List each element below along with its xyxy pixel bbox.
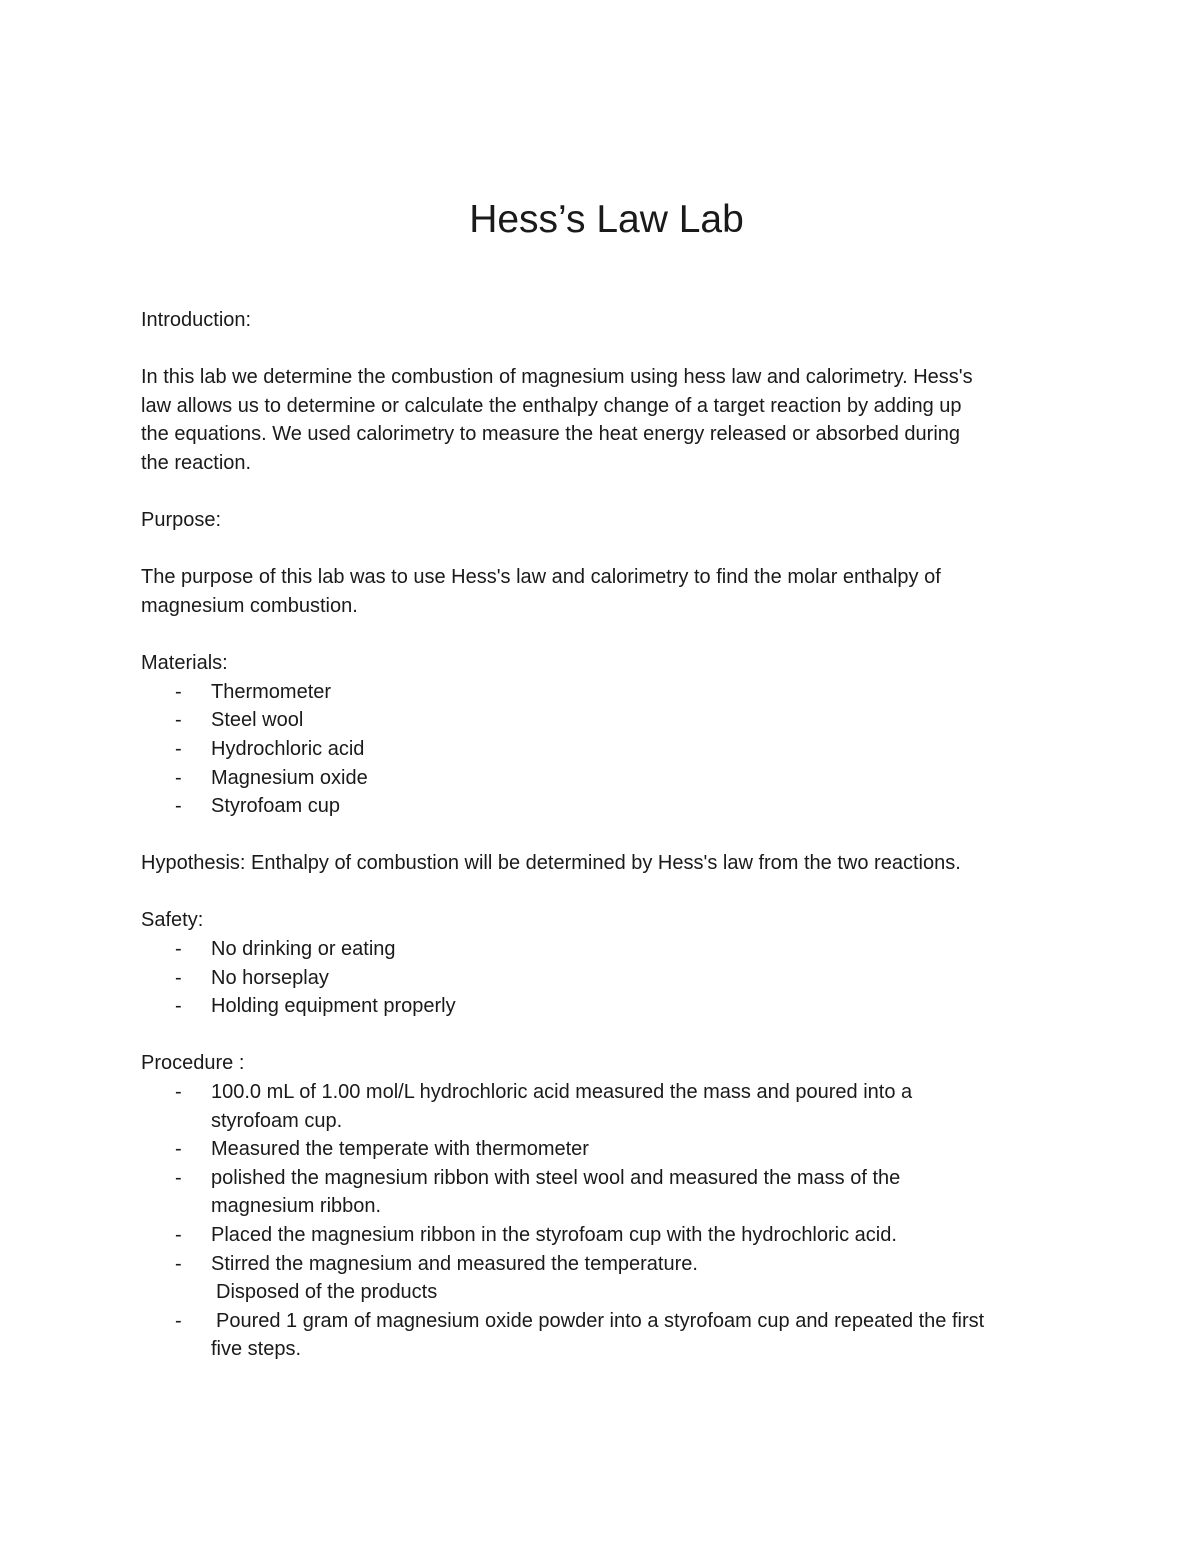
procedure-step-line: - Placed the magnesium ribbon in the styrofoam cup with the hydrochloric acid. (211, 1224, 897, 1246)
procedure-step-line: styrofoam cup. (211, 1109, 343, 1132)
procedure-step-line: - Stirred the magnesium and measured the temperature. (211, 1252, 698, 1275)
procedure-step-line: - Measured the temperate with thermometer (211, 1138, 589, 1161)
procedure-step (141, 1078, 1061, 1135)
introduction-line: the reaction. (141, 451, 252, 474)
procedure-step-line: - 100.0 mL of 1.00 mol/L hydrochloric acid measured the mass and poured into a (211, 1081, 913, 1104)
materials-list-item: - Styrofoam cup (141, 792, 1061, 821)
document-title: Hess’s Law Lab (469, 198, 744, 241)
materials-heading: Materials: (141, 652, 228, 675)
procedure-step (141, 1250, 1061, 1279)
procedure-step-line: - Poured 1 gram of magnesium oxide powder into a styrofoam cup and repeated the first (216, 1309, 985, 1332)
introduction-line: the equations. We used calorimetry to measure the heat energy released or absorbed during (141, 423, 961, 446)
introduction-line: In this lab we determine the combustion of magnesium using hess law and calorimetry. Hess's (141, 366, 973, 389)
procedure-step-line: five steps. (211, 1338, 302, 1361)
procedure-list (141, 1078, 1061, 1278)
purpose-line: The purpose of this lab was to use Hess's law and calorimetry to find the molar enthalpy of (141, 566, 941, 589)
hypothesis-text: Hypothesis: Enthalpy of combustion will be determined by Hess's law from the two reactions. (141, 852, 961, 875)
procedure-step (141, 1307, 1061, 1364)
materials-list-item: - Steel wool (141, 706, 1061, 735)
procedure-heading: Procedure : (141, 1052, 245, 1075)
safety-list-item: - No horseplay (141, 964, 1061, 993)
purpose-line: magnesium combustion. (141, 594, 358, 617)
procedure-step-line: - polished the magnesium ribbon with steel wool and measured the mass of the (211, 1166, 901, 1189)
procedure-step-line: magnesium ribbon. (211, 1195, 382, 1218)
introduction-line: law allows us to determine or calculate the enthalpy change of a target reaction by adding up (141, 394, 962, 417)
procedure-step (141, 1221, 1061, 1250)
document-body (141, 306, 1061, 1364)
safety-list-item: - No drinking or eating (141, 935, 1061, 964)
materials-list (141, 678, 1061, 821)
safety-list-item: - Holding equipment properly (141, 992, 1061, 1021)
safety-heading: Safety: (141, 909, 204, 932)
introduction-heading: Introduction: (141, 309, 252, 331)
purpose-heading: Purpose: (141, 509, 222, 532)
procedure-step (141, 1135, 1061, 1164)
materials-list-item: - Thermometer (141, 678, 1061, 707)
materials-list-item: - Magnesium oxide (141, 764, 1061, 793)
materials-list-item: - Hydrochloric acid (141, 735, 1061, 764)
procedure-list-continued (141, 1307, 1061, 1364)
procedure-unbulleted-line: Disposed of the products (216, 1281, 438, 1304)
safety-list (141, 935, 1061, 1021)
procedure-step (141, 1164, 1061, 1221)
